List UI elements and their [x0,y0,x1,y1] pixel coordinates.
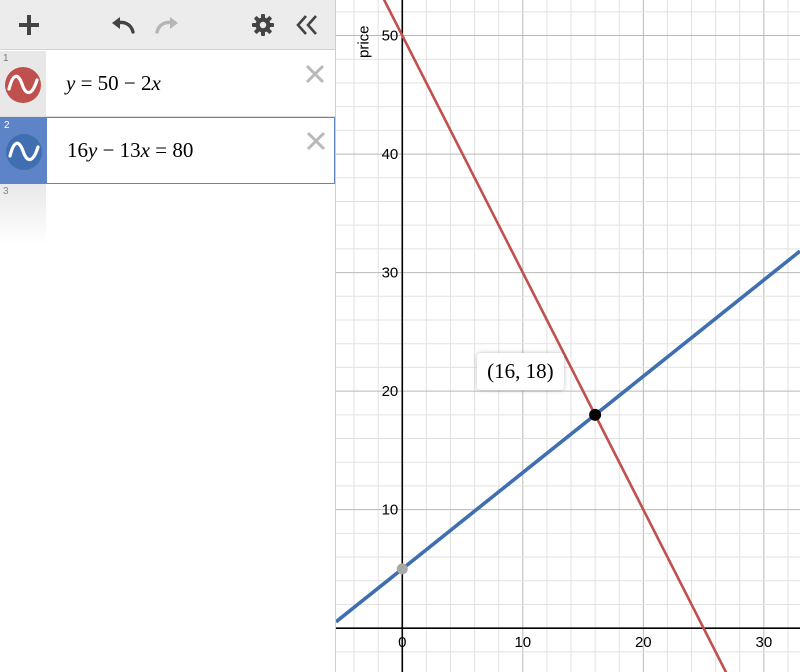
redo-icon [153,14,181,36]
delete-expression-button[interactable] [302,61,328,87]
settings-button[interactable] [246,8,280,42]
expression-number: 2 [4,120,10,131]
graph-paper[interactable] [336,0,800,672]
expression-number: 3 [3,186,9,197]
graph-svg [336,0,800,672]
wave-icon-blue[interactable] [6,134,42,170]
double-chevron-left-icon [294,13,320,37]
plus-icon [18,14,40,36]
gear-icon [251,13,275,37]
y-tick-label: 20 [381,383,399,401]
expression-input[interactable]: y = 50 − 2x [66,71,161,95]
close-icon [304,63,326,85]
y-tick-label: 50 [381,27,399,45]
x-tick-label: 30 [755,634,773,652]
redo-button[interactable] [150,8,184,42]
expression-row-2[interactable] [0,117,335,184]
expression-panel [0,0,336,672]
expression-gutter [1,118,47,183]
intersection-point [589,409,601,421]
delete-expression-button[interactable] [303,128,329,154]
y-intercept-point [397,563,408,574]
y-tick-label: 10 [381,501,399,519]
undo-icon [109,14,137,36]
y-axis-label: price [355,25,373,58]
x-tick-label: 10 [514,634,532,652]
collapse-panel-button[interactable] [290,8,324,42]
y-tick-label: 30 [381,264,399,282]
expression-input[interactable]: 16y − 13x = 80 [67,138,194,162]
expression-row-1[interactable] [0,51,335,117]
add-expression-button[interactable] [12,8,46,42]
intersection-label: (16, 18) [477,353,564,390]
expression-row-3[interactable] [0,184,46,244]
expression-number: 1 [3,53,9,64]
close-icon [305,130,327,152]
x-tick-label: 20 [634,634,652,652]
wave-icon-red[interactable] [5,67,41,103]
toolbar [0,0,335,50]
expression-gutter [0,51,46,116]
undo-button[interactable] [106,8,140,42]
y-tick-label: 40 [381,146,399,164]
x-tick-label: 0 [398,634,407,652]
